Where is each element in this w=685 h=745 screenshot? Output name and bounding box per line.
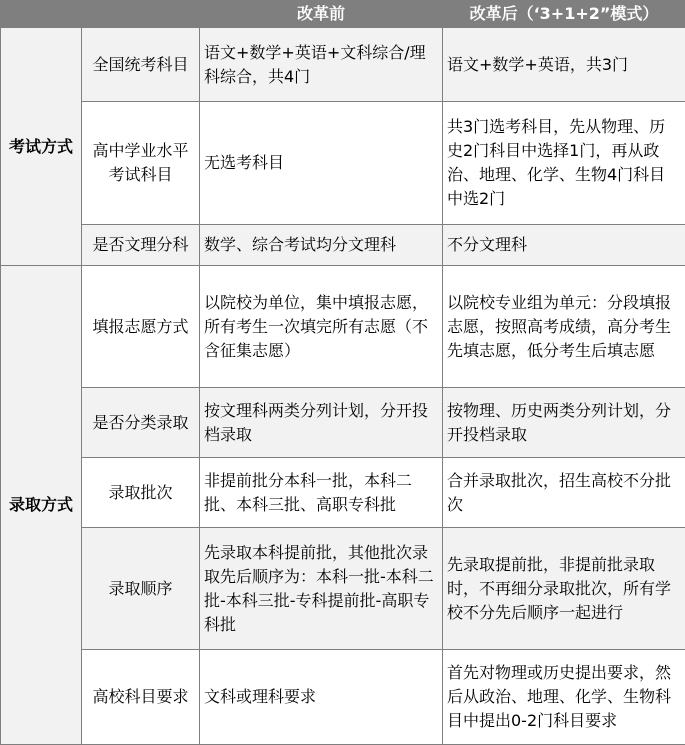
category-exam-method: 考试方式 — [1, 28, 82, 266]
table-row — [1, 266, 685, 388]
row-item: 是否文理分科 — [82, 225, 200, 266]
row-after: 以院校专业组为单元：分段填报志愿，按照高考成绩，高分考生先填志愿，低分考生后填志愿 — [443, 266, 685, 388]
row-item: 高中学业水平考试科目 — [82, 102, 200, 225]
header-row — [1, 1, 685, 28]
row-item: 录取顺序 — [82, 528, 200, 650]
row-before: 以院校为单位，集中填报志愿，所有考生一次填完所有志愿（不含征集志愿） — [200, 266, 443, 388]
row-after: 按物理、历史两类分列计划，分开投档录取 — [443, 388, 685, 458]
row-after: 合并录取批次，招生高校不分批次 — [443, 458, 685, 528]
row-item: 填报志愿方式 — [82, 266, 200, 388]
table-row — [1, 388, 685, 458]
table-row — [1, 528, 685, 650]
row-before: 非提前批分本科一批，本科二批、本科三批、高职专科批 — [200, 458, 443, 528]
row-item: 是否分类录取 — [82, 388, 200, 458]
row-item: 录取批次 — [82, 458, 200, 528]
table-row — [1, 650, 685, 745]
header-after: 改革后（‘3+1+2”模式） — [443, 1, 685, 28]
table-row — [1, 28, 685, 102]
table-row — [1, 225, 685, 266]
row-before: 先录取本科提前批，其他批次录取先后顺序为：本科一批-本科二批-本科三批-专科提前批-高职专科批 — [200, 528, 443, 650]
table-row — [1, 102, 685, 225]
header-item — [82, 1, 200, 28]
row-before: 数学、综合考试均分文理科 — [200, 225, 443, 266]
row-item: 高校科目要求 — [82, 650, 200, 745]
row-after: 不分文理科 — [443, 225, 685, 266]
row-after: 语文+数学+英语，共3门 — [443, 28, 685, 102]
table-row — [1, 458, 685, 528]
category-admission-method: 录取方式 — [1, 266, 82, 745]
header-before: 改革前 — [200, 1, 443, 28]
row-after: 先录取提前批，非提前批录取时，不再细分录取批次，所有学校不分先后顺序一起进行 — [443, 528, 685, 650]
row-item: 全国统考科目 — [82, 28, 200, 102]
row-after: 首先对物理或历史提出要求，然后从政治、地理、化学、生物科目中提出0-2门科目要求 — [443, 650, 685, 745]
row-before: 语文+数学+英语+文科综合/理科综合，共4门 — [200, 28, 443, 102]
row-before: 文科或理科要求 — [200, 650, 443, 745]
row-after: 共3门选考科目，先从物理、历史2门科目中选择1门，再从政治、地理、化学、生物4门科目中选2门 — [443, 102, 685, 225]
header-category — [1, 1, 82, 28]
row-before: 按文理科两类分列计划，分开投档录取 — [200, 388, 443, 458]
row-before: 无选考科目 — [200, 102, 443, 225]
